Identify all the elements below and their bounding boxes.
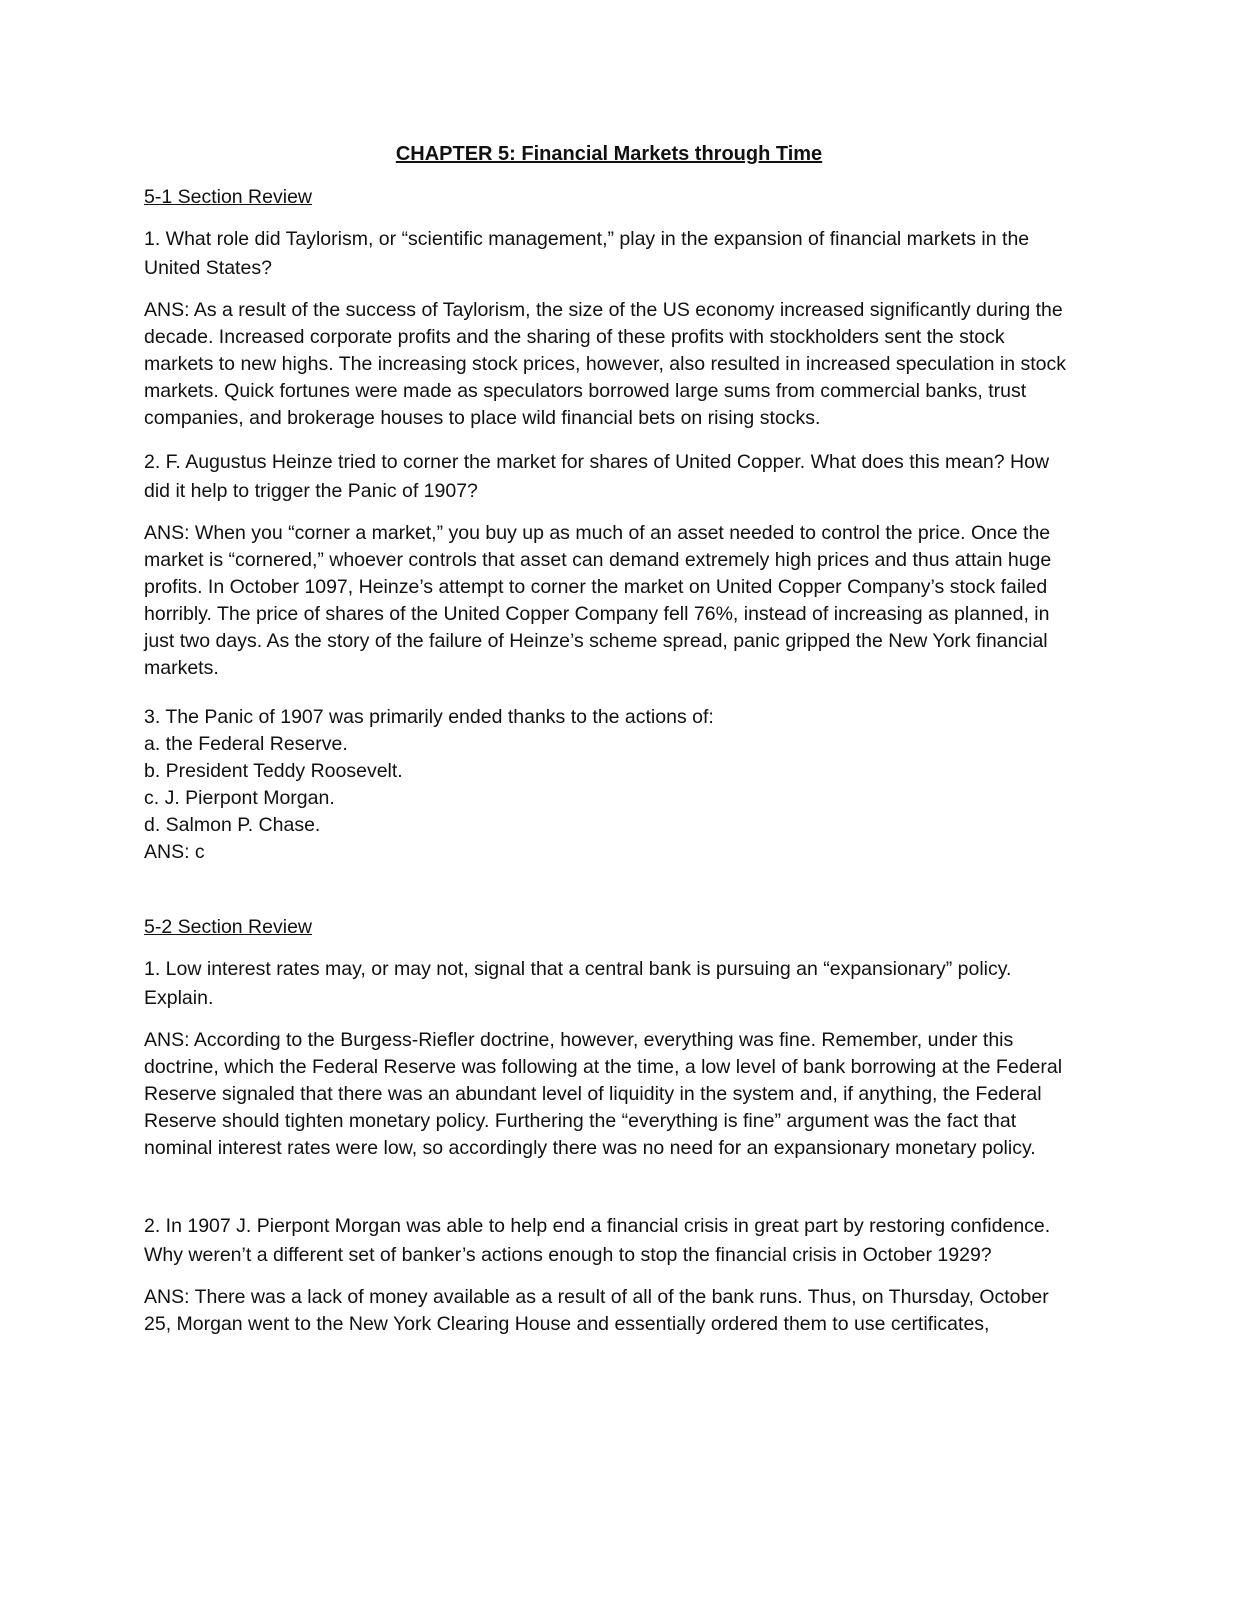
chapter-title: CHAPTER 5: Financial Markets through Time xyxy=(395,143,823,165)
question-5-2-1: 1. Low interest rates may, or may not, signal that a central bank is pursuing an “expansionary” policy. Explain. xyxy=(144,958,1012,1009)
option-c: c. J. Pierpont Morgan. xyxy=(144,787,335,809)
question-5-1-3 xyxy=(144,704,1074,866)
answer-5-1-1: ANS: As a result of the success of Taylorism, the size of the US economy increased significantly during the decade. Increased corporate profits and the sharing of these profits with stockholders sent the stock markets to new highs. The increasing stock prices, however, also resulted in increased speculation in stock markets. Quick fortunes were made as speculators borrowed large sums from commercial banks, trust companies, and brokerage houses to place wild financial bets on rising stocks. xyxy=(144,299,1067,429)
answer-5-2-2: ANS: There was a lack of money available as a result of all of the bank runs. Thus, on Thursday, October 25, Morgan went to the New York Clearing House and essentially ordered them to use certificates, xyxy=(144,1286,1049,1335)
section-heading-5-1: 5-1 Section Review xyxy=(144,186,312,208)
question-5-1-3-stem: 3. The Panic of 1907 was primarily ended thanks to the actions of: xyxy=(144,706,714,728)
answer-5-1-2: ANS: When you “corner a market,” you buy up as much of an asset needed to control the price. Once the market is “cornered,” whoever controls that asset can demand extremely high prices and thus attain huge profits. In October 1097, Heinze’s attempt to corner the market on United Copper Company’s stock failed horribly. The price of shares of the United Copper Company fell 76%, instead of increasing as planned, in just two days. As the story of the failure of Heinze’s scheme spread, panic gripped the New York financial markets. xyxy=(144,522,1052,679)
question-5-1-2: 2. F. Augustus Heinze tried to corner the market for shares of United Copper. What does this mean? How did it help to trigger the Panic of 1907? xyxy=(144,451,1050,502)
option-a: a. the Federal Reserve. xyxy=(144,733,348,755)
answer-5-2-1: ANS: According to the Burgess-Riefler doctrine, however, everything was fine. Remember, under this doctrine, which the Federal Reserve was following at the time, a low level of bank borrowing at the Federal Reserve signaled that there was an abundant level of liquidity in the system and, if anything, the Federal Reserve should tighten monetary policy. Furthering the “everything is fine” argument was the fact that nominal interest rates were low, so accordingly there was no need for an expansionary monetary policy. xyxy=(144,1029,1063,1159)
document-page xyxy=(144,140,1074,1354)
option-d: d. Salmon P. Chase. xyxy=(144,814,321,836)
section-heading-5-2: 5-2 Section Review xyxy=(144,916,312,938)
option-b: b. President Teddy Roosevelt. xyxy=(144,760,403,782)
spacer xyxy=(144,1178,1074,1212)
spacer xyxy=(144,866,1074,914)
question-5-1-1: 1. What role did Taylorism, or “scientific management,” play in the expansion of financial markets in the United States? xyxy=(144,228,1030,279)
answer-5-1-3: ANS: c xyxy=(144,841,205,863)
question-5-2-2: 2. In 1907 J. Pierpont Morgan was able to help end a financial crisis in great part by restoring confidence. Why weren’t a different set of banker’s actions enough to stop the financial crisis in October 1929? xyxy=(144,1215,1051,1266)
